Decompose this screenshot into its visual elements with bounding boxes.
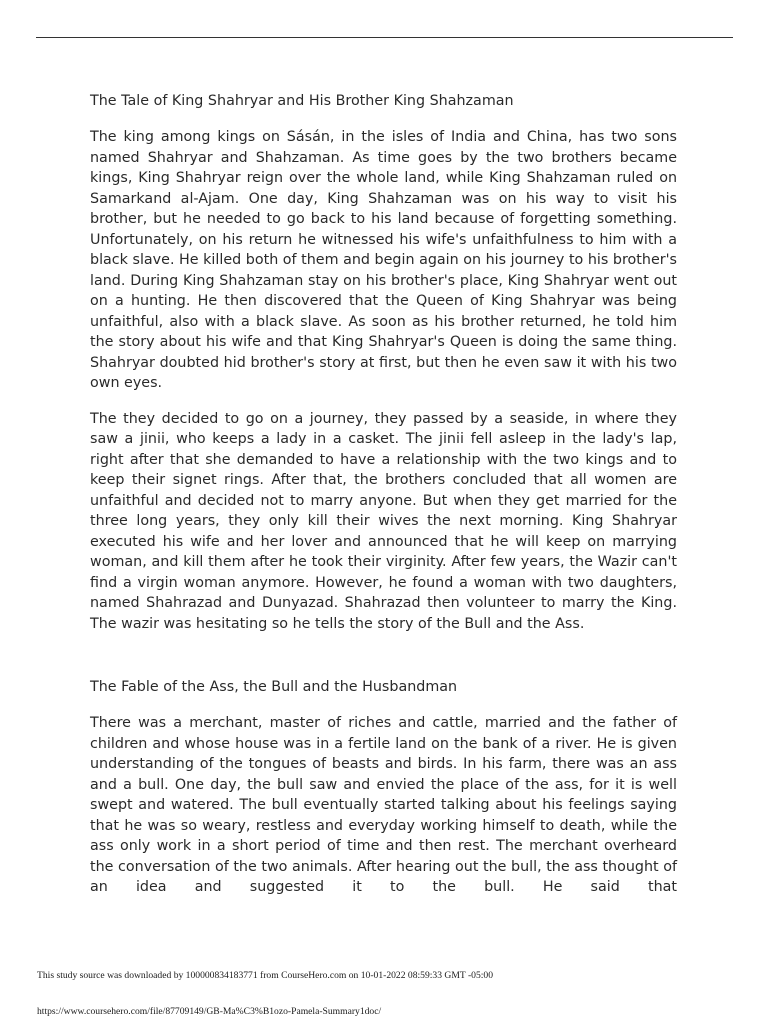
source-url[interactable]: https://www.coursehero.com/file/87709149/GB-Ma%C3%B1ozo-Pamela-Summary1doc/	[37, 1006, 382, 1017]
document-body	[90, 91, 677, 913]
paragraph: The king among kings on Sásán, in the isles of India and China, has two sons named Shahryar and Shahzaman. As time goes by the two brothers became kings, King Shahryar reign over the whole land, while King Shahzaman ruled on Samarkand al-Ajam. One day, King Shahzaman was on his way to visit his brother, but he needed to go back to his land because of forgetting something. Unfortunately, on his return he witnessed his wife's unfaithfulness to him with a black slave. He killed both of them and begin again on his journey to his brother's land. During King Shahzaman stay on his brother's place, King Shahryar went out on a hunting. He then discovered that the Queen of King Shahryar was being unfaithful, also with a black slave. As soon as his brother returned, he told him the story about his wife and that King Shahryar's Queen is doing the same thing. Shahryar doubted hid brother's story at first, but then he even saw it with his two own eyes.	[90, 129, 677, 391]
download-source-note: This study source was downloaded by 100000834183771 from CourseHero.com on 10-01-2022 08:59:33 GMT -05:00	[37, 970, 494, 981]
section-title-fable: The Fable of the Ass, the Bull and the Husbandman	[90, 679, 458, 695]
paragraph: There was a merchant, master of riches and cattle, married and the father of children and whose house was in a fertile land on the bank of a river. He is given understanding of the tongues of beasts and birds. In his farm, there was an ass and a bull. One day, the bull saw and envied the place of the ass, for it is well swept and watered. The bull eventually started talking about his feelings saying that he was so weary, restless and everyday working himself to death, while the ass only work in a short period of time and then rest. The merchant overheard the conversation of the two animals. After hearing out the bull, the ass thought of an idea and suggested it to the bull. He said that	[90, 715, 677, 895]
top-divider	[36, 37, 733, 38]
paragraph: The they decided to go on a journey, they passed by a seaside, in where they saw a jinii, who keeps a lady in a casket. The jinii fell asleep in the lady's lap, right after that she demanded to have a relationship with the two kings and to keep their signet rings. After that, the brothers concluded that all women are unfaithful and decided not to marry anyone. But when they get married for the three long years, they only kill their wives the next morning. King Shahryar executed his wife and her lover and announced that he will keep on marrying woman, and kill them after he took their virginity. After few years, the Wazir can't find a virgin woman anymore. However, he found a woman with two daughters, named Shahrazad and Dunyazad. Shahrazad then volunteer to marry the King. The wazir was hesitating so he tells the story of the Bull and the Ass.	[90, 410, 677, 632]
section-title-tale: The Tale of King Shahryar and His Brother King Shahzaman	[90, 93, 514, 109]
